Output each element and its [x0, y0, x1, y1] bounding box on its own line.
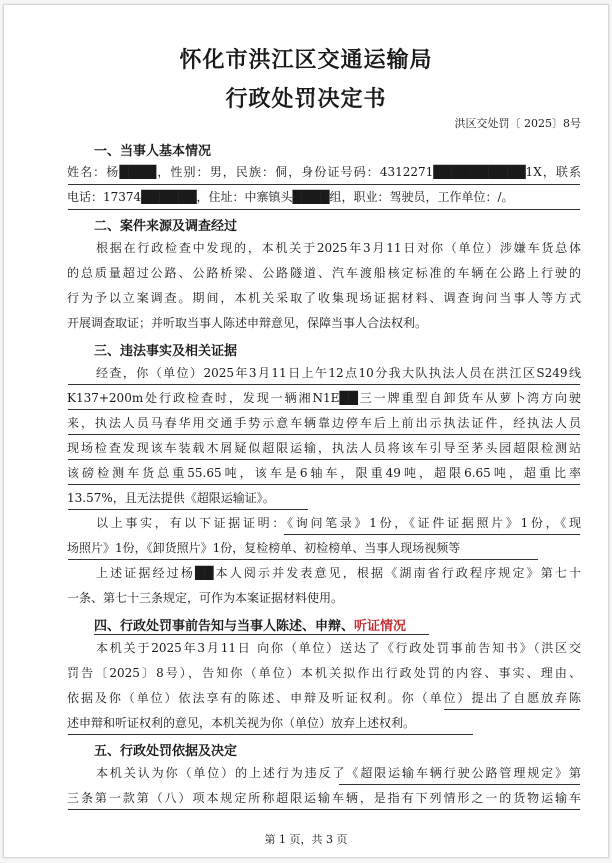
document-title: 怀化市洪江区交通运输局 [179, 47, 433, 73]
body-line: 以上事实，有以下证据证明：《询问笔录》1份，《证件证据照片》1份，《现 [96, 516, 581, 530]
body-line: 经查，你（单位）2025年3月11日上午12点10分我大队执法人员在洪江区S249线 [96, 366, 581, 380]
underline [284, 534, 580, 535]
body-line: 现场检查发现该车装载木屑疑似超限运输，执法人员将该车引导至茅头园超限检测站 [67, 441, 581, 455]
body-line: 根据在行政检查中发现的，本机关于2025年3月11日对你（单位）涉嫌车货总体 [96, 241, 581, 255]
body-line: 电话：17374██████，住址：中寨镇头████组，职业：驾驶员，工作单位：/。 [67, 190, 514, 204]
document-subtitle: 行政处罚决定书 [225, 86, 387, 112]
underline [68, 459, 580, 460]
underline [68, 384, 580, 385]
underline [68, 509, 308, 510]
underline [68, 184, 580, 185]
underline [68, 559, 538, 560]
body-line: 本机关于2025年3月11日 向你（单位）送达了《行政处罚事前告知书》（洪区交 [96, 641, 581, 655]
body-line: 三条第一款第（八）项本规定所称超限运输车辆，是指有下列情形之一的货物运输车 [67, 791, 581, 805]
underline [68, 484, 580, 485]
body-line: 本机关认为你（单位）的上述行为违反了《超限运输车辆行驶公路管理规定》第 [96, 766, 581, 780]
body-line: 来，执法人员马春华用交通手势示意车辆靠边停车后上前出示执法证件，经执法人员 [67, 416, 581, 430]
underline [68, 734, 473, 735]
body-line: 的总质量超过公路、公路桥梁、公路隧道、汽车渡船核定标准的车辆在公路上行驶的 [67, 266, 581, 280]
underline [68, 409, 580, 410]
section-heading-case-source: 二、案件来源及调查经过 [94, 219, 238, 234]
underline [68, 809, 580, 810]
page-footer: 第 1 页，共 3 页 [264, 833, 348, 846]
underline [94, 634, 429, 635]
body-line: 述申辩和听证权利的意见，本机关视为你（单位）放弃上述权利。 [67, 716, 416, 730]
underline [444, 709, 580, 710]
body-line: 开展调查取证；并听取当事人陈述申辩意见，保障当事人合法权利。 [67, 316, 428, 330]
section-heading-notice [94, 615, 406, 634]
body-line: 上述证据经过杨██本人阅示并发表意见，根据《湖南省行政程序规定》第七十 [96, 566, 581, 580]
section-heading-highlight: 听证情况 [354, 619, 407, 634]
section-heading-decision: 五、行政处罚依据及决定 [94, 744, 238, 759]
body-line: 罚告〔2025〕8号），告知你（单位）本机关拟作出行政处罚的内容、事实、理由、 [67, 666, 581, 680]
underline [68, 209, 580, 210]
body-line: 姓名：杨████，性别：男，民族：侗，身份证号码：4312271██████████1X，联系 [67, 165, 581, 179]
section-heading-party-info: 一、当事人基本情况 [94, 144, 212, 159]
underline [68, 434, 580, 435]
document-number: 洪区交处罚〔 2025〕8号 [454, 117, 581, 130]
body-line: 一条、第七十三条规定，可作为本案证据材料使用。 [67, 591, 344, 605]
document-page [3, 4, 609, 858]
section-heading-facts: 三、违法事实及相关证据 [94, 344, 238, 359]
body-line: 该磅检测车货总重55.65吨，该车是6轴车，限重49吨，超限6.65吨，超重比率 [67, 466, 581, 480]
body-line: 行为予以立案调查。期间，本机关采取了收集现场证据材料、调查询问当事人等方式 [67, 291, 581, 305]
underline [339, 784, 580, 785]
body-line: K137+200m处行政检查时，发现一辆湘N1E██三一牌重型自卸货车从萝卜湾方向驶 [67, 391, 581, 405]
body-line: 依据及你（单位）依法享有的陈述、申辩及听证权利。你（单位）提出了自愿放弃陈 [67, 691, 581, 705]
body-line: 场照片》1份，《卸货照片》1份，复检榜单、初检榜单、当事人现场视频等 [67, 541, 461, 555]
section-heading-part: 四、行政处罚事前告知与当事人陈述、申辩、 [94, 619, 355, 634]
body-line: 13.57%，且无法提供《超限运输证》。 [67, 491, 275, 505]
